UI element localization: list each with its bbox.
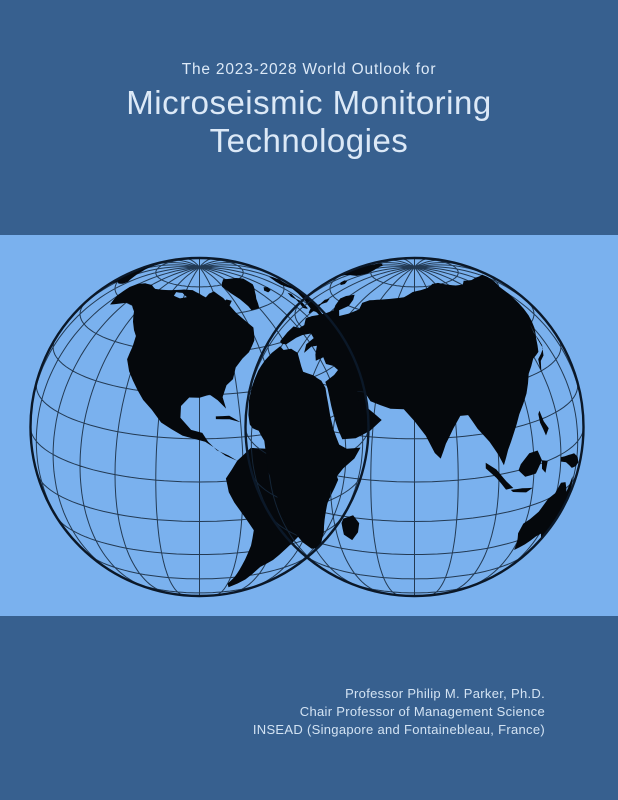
map-band [0,235,618,616]
author-affiliation: INSEAD (Singapore and Fontainebleau, France) [252,722,545,737]
author-title-line: Chair Professor of Management Science [299,704,545,719]
series-line: The 2023-2028 World Outlook for [181,61,437,78]
author-name: Professor Philip M. Parker, Ph.D. [345,686,545,701]
book-title: Microseismic Monitoring Technologies [126,84,492,159]
author-block [253,685,545,739]
